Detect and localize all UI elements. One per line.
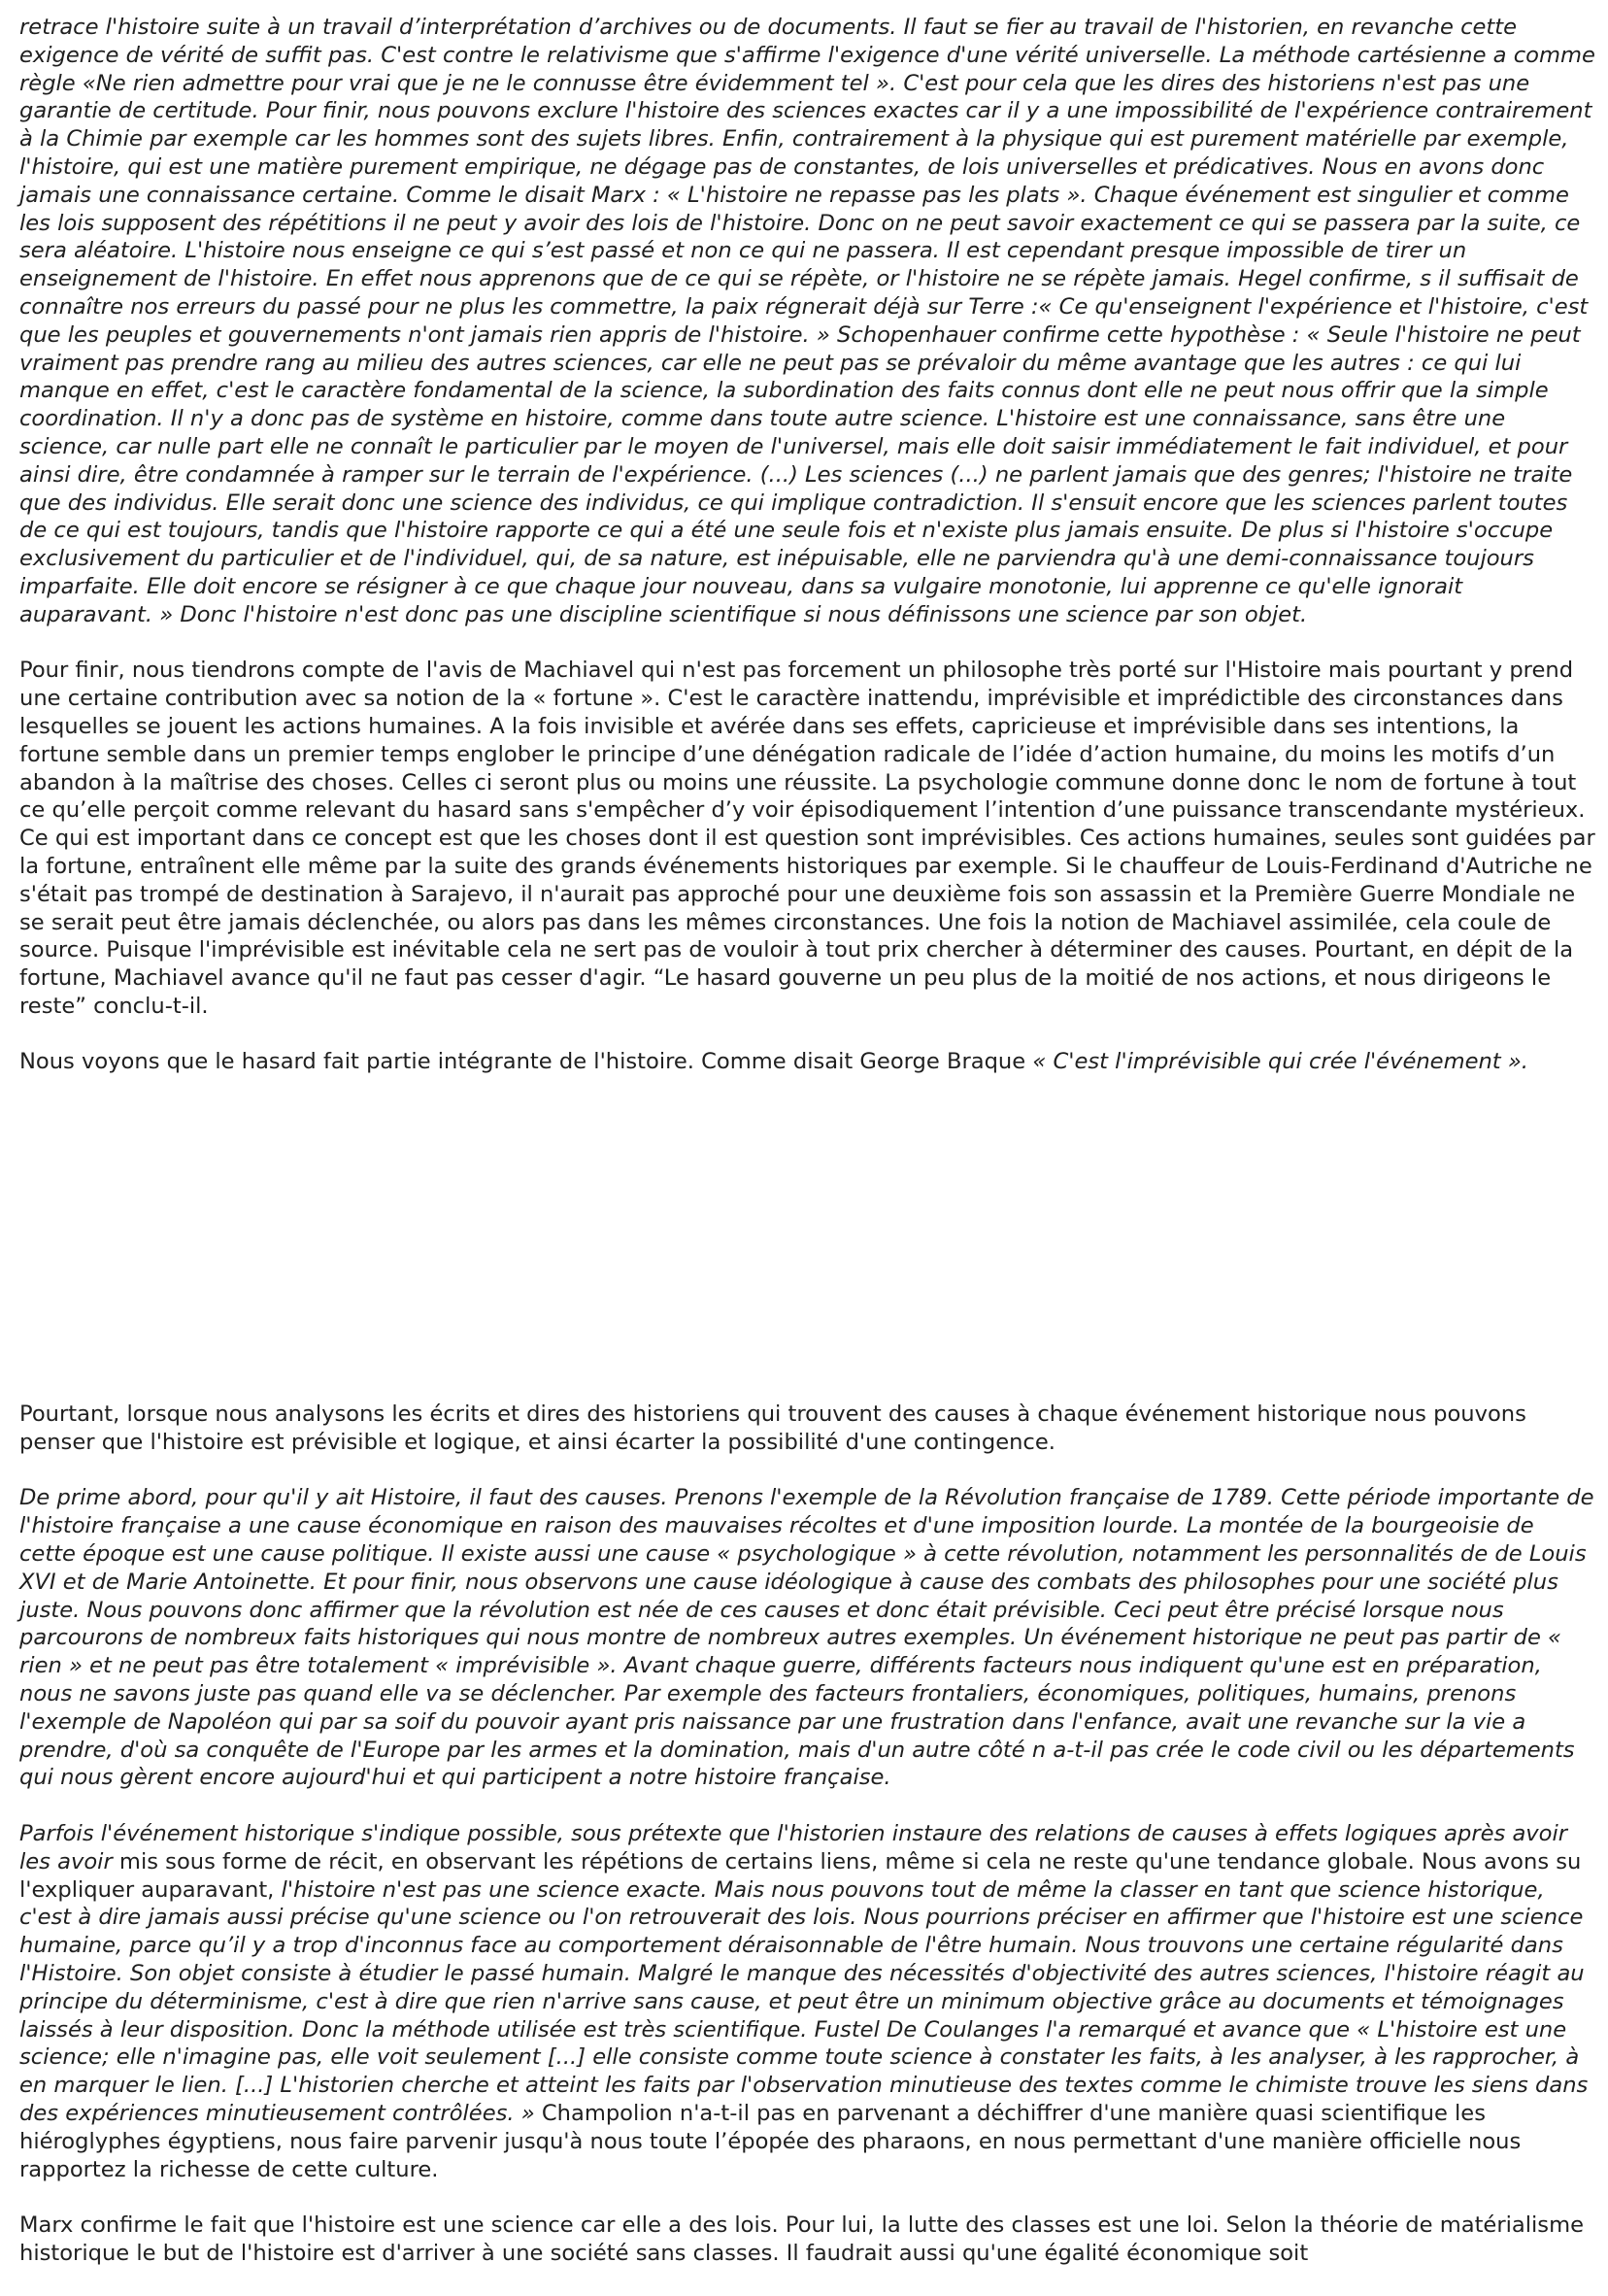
document-page: [19, 14, 1596, 2296]
paragraph-2: [19, 657, 1596, 1020]
text-run: Pour finir, nous tiendrons compte de l'avis de Machiavel qui n'est pas forcement un philosophe très porté sur l'Histoire mais pourtant y prend une certaine contribution avec sa notion de la « fortune ». C'est le caractère inattendu, imprévisible et imprédictible des circonstances dans lesquelles se jouent les actions humaines. A la fois invisible et avérée dans ses effets, capricieuse et imprévisible dans ses intentions, la fortune semble dans un premier temps englober le principe d’une dénégation radicale de l’idée d’action humaine, du moins les motifs d’un abandon à la maîtrise des choses. Celles ci seront plus ou moins une réussite. La psychologie commune donne donc le nom de fortune à tout ce qu’elle perçoit comme relevant du hasard sans s'empêcher d’y voir épisodiquement l’intention d’une puissance transcendante mystérieux. Ce qui est important dans ce concept est que les choses dont il est question sont imprévisibles. Ces actions humaines, seules sont guidées par la fortune, entraînent elle même par la suite des grands événements historiques par exemple. Si le chauffeur de Louis-Ferdinand d'Autriche ne s'était pas trompé de destination à Sarajevo, il n'aurait pas approché pour une deuxième fois son assassin et la Première Guerre Mondiale ne se serait peut être jamais déclenchée, ou alors pas dans les mêmes circonstances. Une fois la notion de Machiavel assimilée, cela coule de source. Puisque l'imprévisible est inévitable cela ne sert pas de vouloir à tout prix chercher à déterminer des causes. Pourtant, en dépit de la fortune, Machiavel avance qu'il ne faut pas cesser d'agir. “Le hasard gouverne un peu plus de la moitié de nos actions, et nous dirigeons le reste” conclu-t-il.: [19, 658, 1595, 1019]
blank-space: [19, 1104, 1596, 1401]
text-run: Marx confirme le fait que l'histoire est une science car elle a des lois. Pour lui, la lutte des classes est une loi. Selon la théorie de matérialisme historique le but de l'histoire est d'arriver à une société sans classes. Il faudrait aussi qu'une égalité économique soit: [19, 2212, 1584, 2266]
text-run: Pourtant, lorsque nous analysons les écrits et dires des historiens qui trouvent des causes à chaque événement historique nous pouvons penser que l'histoire est prévisible et logique, et ainsi écarter la possibilité d'une contingence.: [19, 1401, 1526, 1455]
text-run: De prime abord, pour qu'il y ait Histoire, il faut des causes. Prenons l'exemple de la Révolution française de 1789. Cette période importante de l'histoire française a une cause économique en raison des mauvaises récoltes et d'une imposition lourde. La montée de la bourgeoisie de cette époque est une cause politique. Il existe aussi une cause « psychologique » à cette révolution, notamment les personnalités de de Louis XVI et de Marie Antoinette. Et pour finir, nous observons une cause idéologique à cause des combats des philosophes pour une société plus juste. Nous pouvons donc affirmer que la révolution est née de ces causes et donc était prévisible. Ceci peut être précisé lorsque nous parcourons de nombreux faits historiques qui nous montre de nombreux autres exemples. Un événement historique ne peut pas partir de « rien » et ne peut pas être totalement « imprévisible ». Avant chaque guerre, différents facteurs nous indiquent qu'une est en préparation, nous ne savons juste pas quand elle va se déclencher. Par exemple des facteurs frontaliers, économiques, politiques, humains, prenons l'exemple de Napoléon qui par sa soif du pouvoir ayant pris naissance par une frustration dans l'enfance, avait une revanche sur la vie a prendre, d'où sa conquête de l'Europe par les armes et la domination, mais d'un autre côté n a-t-il pas crée le code civil ou les départements qui nous gèrent encore aujourd'hui et qui participent a notre histoire française.: [19, 1485, 1594, 1791]
paragraph-7: [19, 2212, 1596, 2268]
quote-run: « C'est l'imprévisible qui crée l'événement ».: [1032, 1049, 1528, 1075]
paragraph-5: [19, 1484, 1596, 1792]
paragraph-4: [19, 1401, 1596, 1457]
text-run: Nous voyons que le hasard fait partie intégrante de l'histoire. Comme disait George Braque: [19, 1049, 1033, 1075]
paragraph-3: [19, 1048, 1596, 1076]
text-run: mis sous forme de récit, en observant les répétions de certains liens, même si cela ne reste qu'une tendance globale. Nous avons su l'expliquer auparavant,: [19, 1848, 1582, 1903]
text-run: l'histoire n'est pas une science exacte. Mais nous pouvons tout de même la classer en tant que science historique, c'est à dire jamais aussi précise qu'une science ou l'on retrouverait des lois. Nous pourrions préciser en affirmer que l'histoire est une science humaine, parce qu’il y a trop d'inconnus face au comportement déraisonnable de l'être humain. Nous trouvons une certaine régularité dans l'Histoire. Son objet consiste à étudier le passé humain. Malgré le manque des nécessités d'objectivité des autres sciences, l'histoire réagit au principe du déterminisme, c'est à dire que rien n'arrive sans cause, et peut être un minimum objective grâce au documents et témoignages laissés à leur disposition. Donc la méthode utilisée est très scientifique. Fustel De Coulanges l'a remarqué et avance que « L'histoire est une science; elle n'imagine pas, elle voit seulement [...] elle consiste comme toute science à constater les faits, à les analyser, à les rapprocher, à en marquer le lien. [...] L'historien cherche et atteint les faits par l'observation minutieuse des textes comme le chimiste trouve les siens dans des expériences minutieusement contrôlées. »: [19, 1876, 1589, 2126]
text-run: Parfois l'événement historique s'indique possible, sous prétexte que l'historien instaure des relations de causes à effets logiques après avoir les avoir: [19, 1821, 1568, 1874]
text-run: Champolion n'a-t-il pas en parvenant a déchiffrer d'une manière quasi scientifique les hiéroglyphes égyptiens, nous faire parvenir jusqu'à nous toute l’épopée des pharaons, en nous permettant d'une manière officielle nous rapportez la richesse de cette culture.: [19, 2101, 1522, 2182]
text-run: retrace l'histoire suite à un travail d’interprétation d’archives ou de documents. Il faut se fier au travail de l'historien, en revanche cette exigence de vérité de suffit pas. C'est contre le relativisme que s'affirme l'exigence d'une vérité universelle. La méthode cartésienne a comme règle «Ne rien admettre pour vrai que je ne le connusse être évidemment tel ». C'est pour cela que les dires des historiens n'est pas une garantie de certitude. Pour finir, nous pouvons exclure l'histoire des sciences exactes car il y a une impossibilité de l'expérience contrairement à la Chimie par exemple car les hommes sont des sujets libres. Enfin, contrairement à la physique qui est purement matérielle par exemple, l'histoire, qui est une matière purement empirique, ne dégage pas de constantes, de lois universelles et prédicatives. Nous en avons donc jamais une connaissance certaine. Comme le disait Marx : « L'histoire ne repasse pas les plats ». Chaque événement est singulier et comme les lois supposent des répétitions il ne peut y avoir des lois de l'histoire. Donc on ne peut savoir exactement ce qui se passera par la suite, ce sera aléatoire. L'histoire nous enseigne ce qui s’est passé et non ce qui ne passera. Il est cependant presque impossible de tirer un enseignement de l'histoire. En effet nous apprenons que de ce qui se répète, or l'histoire ne se répète jamais. Hegel confirme, s il suffisait de connaître nos erreurs du passé pour ne plus les commettre, la paix régnerait déjà sur Terre :« Ce qu'enseignent l'expérience et l'histoire, c'est que les peuples et gouvernements n'ont jamais rien appris de l'histoire. » Schopenhauer confirme cette hypothèse : « Seule l'histoire ne peut vraiment pas prendre rang au milieu des autres sciences, car elle ne peut pas se prévaloir du même avantage que les autres : ce qui lui manque en effet, c'est le caractère fondamental de la science, la subordination des faits connus dont elle ne peut nous offrir que la simple coordination. Il n'y a donc pas de système en histoire, comme dans toute autre science. L'histoire est une connaissance, sans être une science, car nulle part elle ne connaît le particulier par le moyen de l'universel, mais elle doit saisir immédiatement le fait individuel, et pour ainsi dire, être condamnée à ramper sur le terrain de l'expérience. (...) Les sciences (...) ne parlent jamais que des genres; l'histoire ne traite que des individus. Elle serait donc une science des individus, ce qui implique contradiction. Il s'ensuit encore que les sciences parlent toutes de ce qui est toujours, tandis que l'histoire rapporte ce qui a été une seule fois et n'existe plus jamais ensuite. De plus si l'histoire s'occupe exclusivement du particulier et de l'individuel, qui, de sa nature, est inépuisable, elle ne parviendra qu'à une demi-connaissance toujours imparfaite. Elle doit encore se résigner à ce que chaque jour nouveau, dans sa vulgaire monotonie, lui apprenne ce qu'elle ignorait auparavant. » Donc l'histoire n'est donc pas une discipline scientifique si nous définissons une science par son objet.: [19, 15, 1595, 627]
paragraph-6: [19, 1820, 1596, 2183]
paragraph-1: [19, 14, 1596, 629]
